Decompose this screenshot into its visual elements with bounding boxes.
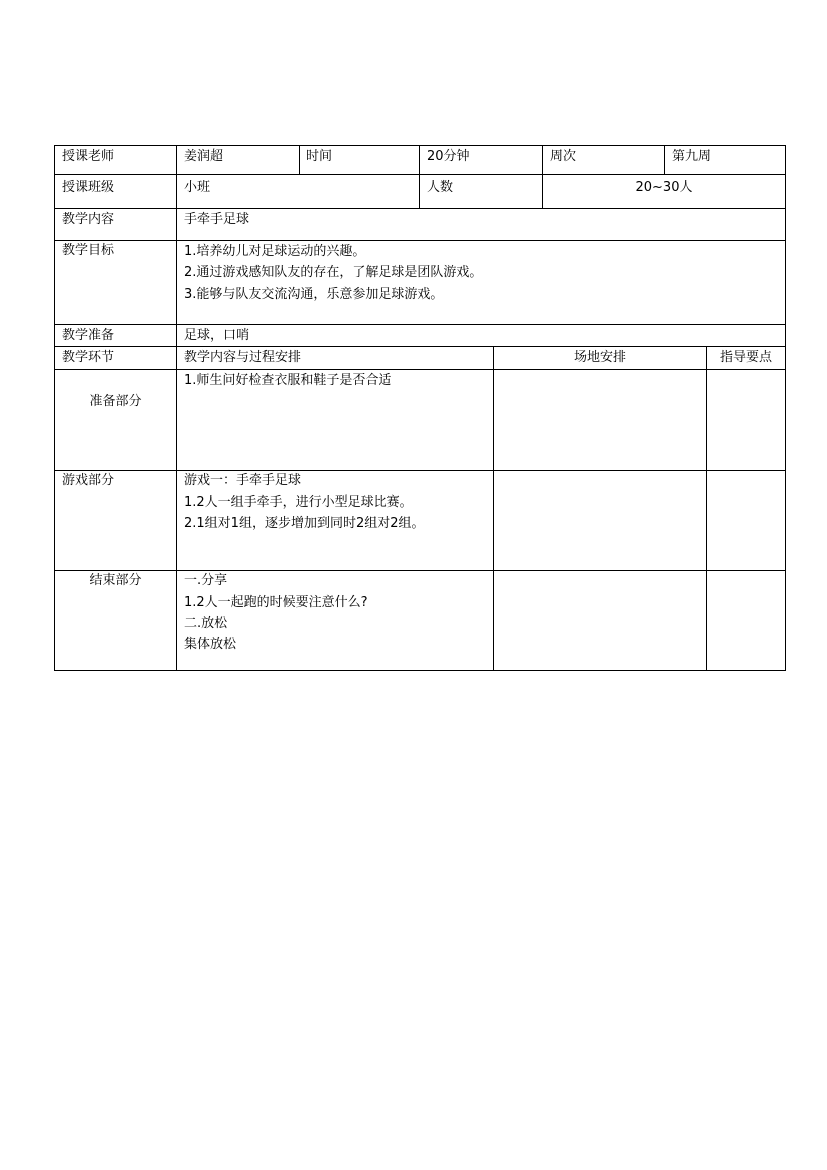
week-value: 第九周	[672, 149, 712, 164]
class-label: 授课班级	[62, 180, 115, 195]
column-divider	[706, 346, 707, 671]
row-divider	[54, 240, 786, 241]
goal-item: 3.能够与队友交流沟通，乐意参加足球游戏。	[184, 287, 444, 302]
section-line: 1.师生问好检查衣服和鞋子是否合适	[184, 373, 392, 388]
section-line: 游戏一：手牵手足球	[184, 473, 302, 488]
prep-label: 教学准备	[62, 328, 115, 343]
teacher-name: 姜润超	[184, 149, 224, 164]
goal-item: 1.培养幼儿对足球运动的兴趣。	[184, 244, 366, 259]
row-divider	[54, 346, 786, 347]
content-value: 手牵手足球	[184, 212, 250, 227]
section-name: 游戏部分	[62, 473, 115, 488]
row-divider	[54, 570, 786, 571]
col-header-content: 教学内容与过程安排	[184, 350, 302, 365]
row-divider	[54, 174, 786, 175]
col-header-section: 教学环节	[62, 350, 115, 365]
section-name: 结束部分	[89, 573, 142, 588]
column-divider	[542, 145, 543, 208]
row-divider	[54, 470, 786, 471]
column-divider	[176, 145, 177, 671]
row-divider	[54, 369, 786, 370]
section-line: 集体放松	[184, 637, 237, 652]
column-divider	[419, 145, 420, 208]
table-border-right	[785, 145, 786, 671]
section-line: 一.分享	[184, 573, 228, 588]
section-line: 1.2人一起跑的时候要注意什么?	[184, 595, 368, 610]
section-line: 2.1组对1组，逐步增加到同时2组对2组。	[184, 516, 425, 531]
class-value: 小班	[184, 180, 211, 195]
teacher-label: 授课老师	[62, 149, 115, 164]
row-divider	[54, 208, 786, 209]
goal-item: 2.通过游戏感知队友的存在，了解足球是团队游戏。	[184, 265, 483, 280]
col-header-points: 指导要点	[719, 350, 772, 365]
time-value: 20分钟	[427, 149, 470, 164]
table-border-top	[54, 145, 786, 146]
goals-label: 教学目标	[62, 243, 115, 258]
column-divider	[493, 346, 494, 671]
row-divider	[54, 324, 786, 325]
col-header-venue: 场地安排	[573, 350, 626, 365]
time-label: 时间	[306, 149, 333, 164]
section-line: 1.2人一组手牵手，进行小型足球比赛。	[184, 495, 413, 510]
section-line: 二.放松	[184, 616, 228, 631]
table-border-bottom	[54, 670, 786, 671]
section-name: 准备部分	[89, 394, 142, 409]
content-label: 教学内容	[62, 212, 115, 227]
week-label: 周次	[550, 149, 577, 164]
prep-value: 足球，口哨	[184, 328, 250, 343]
column-divider	[664, 145, 665, 174]
column-divider	[299, 145, 300, 174]
lesson-plan-table	[54, 145, 786, 671]
count-value: 20~30人	[635, 180, 693, 195]
count-label: 人数	[427, 180, 454, 195]
